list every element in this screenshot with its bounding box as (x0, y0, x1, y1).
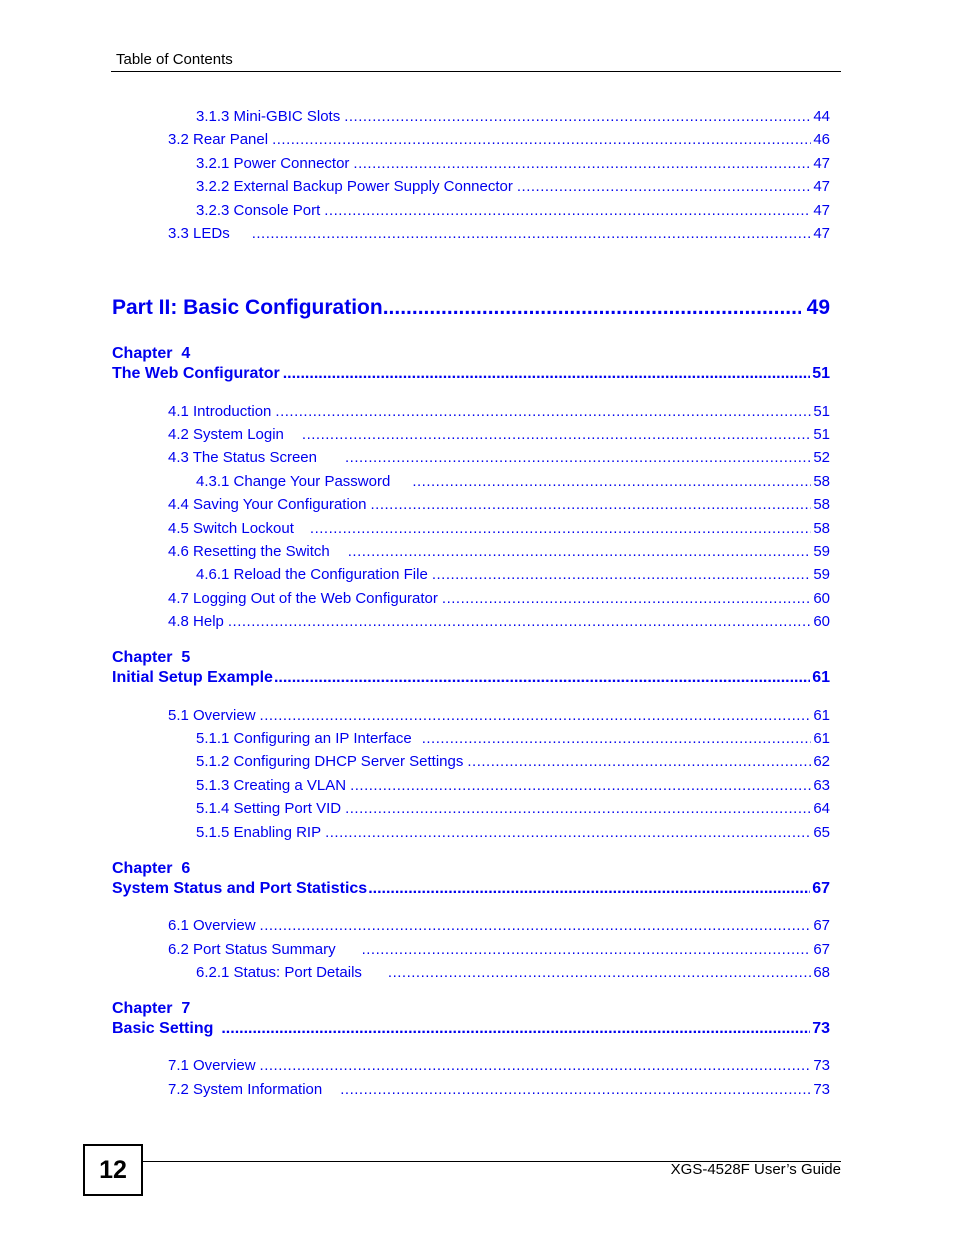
dot-leader (260, 707, 812, 725)
toc-entry-label: 4.6 Resetting the Switch (168, 543, 330, 560)
toc-entry-4-2[interactable] (168, 426, 830, 444)
toc-entry-5-1-1[interactable] (196, 730, 830, 748)
toc-entry-3-2[interactable] (168, 131, 830, 149)
toc-entry-label: 5.1 Overview (168, 707, 256, 724)
toc-entry-3-1-3[interactable] (196, 108, 830, 126)
dot-leader (275, 403, 811, 421)
chapter-page: 73 (812, 1020, 830, 1037)
toc-entry-3-2-2[interactable] (196, 178, 830, 196)
dot-leader (283, 365, 811, 383)
toc-entry-page: 60 (813, 590, 830, 607)
toc-chapter-title[interactable] (112, 365, 830, 383)
dot-leader (260, 1057, 812, 1075)
toc-chapter-title[interactable] (112, 1020, 830, 1038)
dot-leader (325, 824, 811, 842)
dot-leader (350, 777, 811, 795)
toc-entry-page: 58 (813, 473, 830, 490)
chapter-number[interactable]: Chapter 4 (112, 345, 191, 362)
toc-entry-5-1-4[interactable] (196, 800, 830, 818)
toc-entry-page: 52 (813, 449, 830, 466)
toc-entry-4-6[interactable] (168, 543, 830, 561)
dot-leader (442, 590, 811, 608)
page-header-title: Table of Contents (116, 51, 233, 68)
toc-entry-page: 58 (813, 520, 830, 537)
page-number-box: 12 (83, 1144, 143, 1196)
dot-leader (517, 178, 811, 196)
toc-entry-page: 65 (813, 824, 830, 841)
toc-entry-label: 4.2 System Login (168, 426, 284, 443)
toc-entry-page: 58 (813, 496, 830, 513)
toc-entry-page: 73 (813, 1081, 830, 1098)
toc-entry-label: 3.2.3 Console Port (196, 202, 321, 219)
toc-entry-page: 47 (813, 225, 830, 242)
chapter-page: 67 (812, 880, 830, 897)
dot-leader (370, 496, 811, 514)
chapter-title: System Status and Port Statistics (112, 880, 368, 897)
toc-entry-4-8[interactable] (168, 613, 830, 631)
toc-entry-label: 4.1 Introduction (168, 403, 272, 420)
toc-entry-label: 3.1.3 Mini-GBIC Slots (196, 108, 341, 125)
toc-entry-5-1-2[interactable] (196, 753, 830, 771)
toc-entry-5-1[interactable] (168, 707, 830, 725)
toc-part-heading[interactable] (112, 296, 830, 320)
toc-chapter-title[interactable] (112, 669, 830, 687)
toc-entry-label: 6.2.1 Status: Port Details (196, 964, 362, 981)
toc-entry-page: 63 (813, 777, 830, 794)
dot-leader (422, 730, 812, 748)
toc-entry-7-1[interactable] (168, 1057, 830, 1075)
toc-entry-3-3[interactable] (168, 225, 830, 243)
chapter-title: Initial Setup Example (112, 669, 273, 686)
dot-leader (345, 449, 811, 467)
toc-entry-label: 3.2.2 External Backup Power Supply Connector (196, 178, 513, 195)
toc-entry-label: 4.4 Saving Your Configuration (168, 496, 367, 513)
toc-entry-label: 3.2.1 Power Connector (196, 155, 350, 172)
header-divider (111, 71, 841, 72)
toc-entry-label: 4.5 Switch Lockout (168, 520, 294, 537)
toc-entry-label: 4.3.1 Change Your Password (196, 473, 391, 490)
toc-entry-label: 6.2 Port Status Summary (168, 941, 336, 958)
toc-entry-label: 4.7 Logging Out of the Web Configurator (168, 590, 438, 607)
toc-entry-label: 4.6.1 Reload the Configuration File (196, 566, 428, 583)
toc-entry-7-2[interactable] (168, 1081, 830, 1099)
toc-entry-6-2[interactable] (168, 941, 830, 959)
dot-leader (228, 613, 811, 631)
dot-leader (383, 296, 801, 320)
chapter-number[interactable]: Chapter 6 (112, 860, 191, 877)
dot-leader (388, 964, 811, 982)
toc-entry-label: 7.1 Overview (168, 1057, 256, 1074)
toc-entry-page: 59 (813, 566, 830, 583)
dot-leader (221, 1020, 810, 1038)
part-title: Part II: Basic Configuration (112, 296, 383, 319)
chapter-page: 61 (812, 669, 830, 686)
toc-entry-label: 5.1.5 Enabling RIP (196, 824, 322, 841)
toc-entry-label: 5.1.2 Configuring DHCP Server Settings (196, 753, 464, 770)
dot-leader (432, 566, 812, 584)
toc-entry-4-3[interactable] (168, 449, 830, 467)
toc-entry-6-1[interactable] (168, 917, 830, 935)
chapter-number[interactable]: Chapter 5 (112, 649, 191, 666)
toc-entry-page: 51 (813, 403, 830, 420)
toc-entry-page: 47 (813, 155, 830, 172)
chapter-title: The Web Configurator (112, 365, 280, 382)
toc-entry-page: 61 (813, 730, 830, 747)
toc-chapter-title[interactable] (112, 880, 830, 898)
toc-entry-label: 4.8 Help (168, 613, 224, 630)
toc-entry-label: 5.1.1 Configuring an IP Interface (196, 730, 412, 747)
toc-entry-label: 3.3 LEDs (168, 225, 230, 242)
dot-leader (302, 426, 811, 444)
toc-entry-4-1[interactable] (168, 403, 830, 421)
dot-leader (362, 941, 812, 959)
toc-entry-5-1-5[interactable] (196, 824, 830, 842)
dot-leader (368, 880, 810, 898)
toc-entry-4-4[interactable] (168, 496, 830, 514)
chapter-page: 51 (812, 365, 830, 382)
toc-entry-label: 7.2 System Information (168, 1081, 323, 1098)
dot-leader (412, 473, 811, 491)
toc-entry-page: 47 (813, 202, 830, 219)
chapter-number[interactable]: Chapter 7 (112, 1000, 191, 1017)
toc-entry-label: 3.2 Rear Panel (168, 131, 269, 148)
toc-entry-3-2-3[interactable] (196, 202, 830, 220)
toc-entry-4-3-1[interactable] (196, 473, 830, 491)
toc-entry-label: 6.1 Overview (168, 917, 256, 934)
toc-entry-4-5[interactable] (168, 520, 830, 538)
toc-entry-page: 60 (813, 613, 830, 630)
toc-entry-label: 5.1.4 Setting Port VID (196, 800, 342, 817)
dot-leader (467, 753, 811, 771)
toc-entry-3-2-1[interactable] (196, 155, 830, 173)
dot-leader (260, 917, 812, 935)
toc-entry-page: 44 (813, 108, 830, 125)
chapter-title: Basic Setting (112, 1020, 214, 1037)
toc-entry-label: 5.1.3 Creating a VLAN (196, 777, 347, 794)
dot-leader (344, 108, 811, 126)
toc-entry-page: 68 (813, 964, 830, 981)
dot-leader (353, 155, 811, 173)
toc-entry-5-1-3[interactable] (196, 777, 830, 795)
toc-entry-page: 64 (813, 800, 830, 817)
toc-entry-4-6-1[interactable] (196, 566, 830, 584)
dot-leader (310, 520, 811, 538)
dot-leader (274, 669, 810, 687)
toc-entry-page: 73 (813, 1057, 830, 1074)
dot-leader (252, 225, 812, 243)
part-page: 49 (806, 296, 830, 319)
toc-entry-page: 59 (813, 543, 830, 560)
toc-entry-page: 61 (813, 707, 830, 724)
dot-leader (324, 202, 811, 220)
toc-entry-page: 67 (813, 941, 830, 958)
toc-entry-6-2-1[interactable] (196, 964, 830, 982)
toc-entry-page: 47 (813, 178, 830, 195)
toc-entry-page: 67 (813, 917, 830, 934)
toc-entry-page: 51 (813, 426, 830, 443)
dot-leader (340, 1081, 811, 1099)
toc-entry-page: 46 (813, 131, 830, 148)
dot-leader (348, 543, 812, 561)
dot-leader (272, 131, 811, 149)
footer-guide-title: XGS-4528F User’s Guide (670, 1161, 841, 1178)
toc-entry-4-7[interactable] (168, 590, 830, 608)
toc-entry-page: 62 (813, 753, 830, 770)
toc-entry-label: 4.3 The Status Screen (168, 449, 317, 466)
dot-leader (345, 800, 811, 818)
